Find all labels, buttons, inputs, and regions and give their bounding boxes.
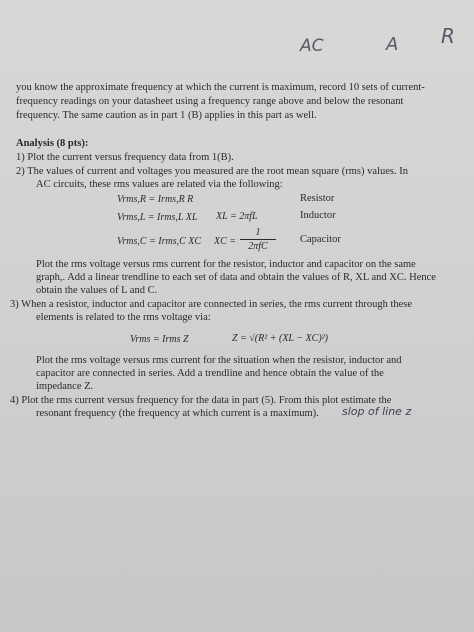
analysis-item-3-line-2: elements is related to the rms voltage via: [36, 312, 211, 323]
analysis-item-3-line-1: 3) When a resistor, inductor and capacitor are connected in series, the rms current through these [10, 299, 413, 310]
equation-capacitor-reactance-lhs: XC = [214, 236, 237, 247]
equation-impedance: Z = √(R² + (XL − XC)²) [232, 333, 328, 344]
fraction-bar [240, 239, 276, 240]
analysis-item-4-line-2: resonant frequency (the frequency at which current is a maximum). [36, 408, 319, 419]
analysis-item-4-line-1: 4) Plot the rms current versus frequency for the data in part (5). From this plot estimate the [10, 395, 392, 406]
analysis-heading: Analysis (8 pts): [16, 138, 89, 149]
equation-capacitor-voltage: Vrms,C = Irms,C XC [117, 236, 202, 247]
plot-instructions-line-2: graph,. Add a linear trendline to each set of data and obtain the values of R, XL and XC. Hence [36, 272, 436, 283]
equation-series-voltage: Vrms = Irms Z [130, 334, 189, 345]
equation-inductor-voltage: Vrms,L = Irms,L XL [117, 212, 198, 223]
label-capacitor: Capacitor [300, 234, 341, 245]
handwriting-r: R [441, 24, 455, 48]
series-plot-line-2: capacitor are connected in series. Add a trendline and hence obtain the value of the [36, 368, 384, 379]
series-plot-line-3: impedance Z. [36, 381, 94, 392]
equation-inductor-reactance: XL = 2πfL [216, 211, 258, 222]
analysis-item-2-line-1: 2) The values of current and voltages you measured are the root mean square (rms) values. In [16, 166, 408, 177]
handwriting-a: A [386, 34, 399, 55]
fraction-numerator: 1 [255, 227, 261, 238]
intro-line-1: you know the approximate frequency at which the current is maximum, record 10 sets of current- [16, 82, 425, 93]
plot-instructions-line-3: obtain the values of L and C. [36, 285, 158, 296]
fraction-denominator: 2πfC [248, 241, 268, 252]
analysis-item-2-line-2: AC circuits, these rms values are related via the following: [36, 179, 283, 190]
equation-resistor: Vrms,R = Irms,R R [117, 194, 194, 205]
intro-line-2: frequency readings on your datasheet using a frequency range above and below the resonant [16, 96, 404, 107]
handwritten-note: slop of line z [342, 405, 412, 418]
label-resistor: Resistor [300, 193, 335, 204]
equation-capacitor-fraction [240, 227, 276, 252]
plot-instructions-line-1: Plot the rms voltage versus rms current for the resistor, inductor and capacitor on the same [36, 259, 416, 270]
label-inductor: Inductor [300, 210, 336, 221]
handwriting-ac: AC [300, 36, 324, 56]
analysis-item-1: 1) Plot the current versus frequency data from 1(B). [16, 152, 234, 163]
intro-line-3: frequency. The same caution as in part 1 (B) applies in this part as well. [16, 110, 317, 121]
series-plot-line-1: Plot the rms voltage versus rms current for the situation when the resistor, inductor and [36, 355, 402, 366]
